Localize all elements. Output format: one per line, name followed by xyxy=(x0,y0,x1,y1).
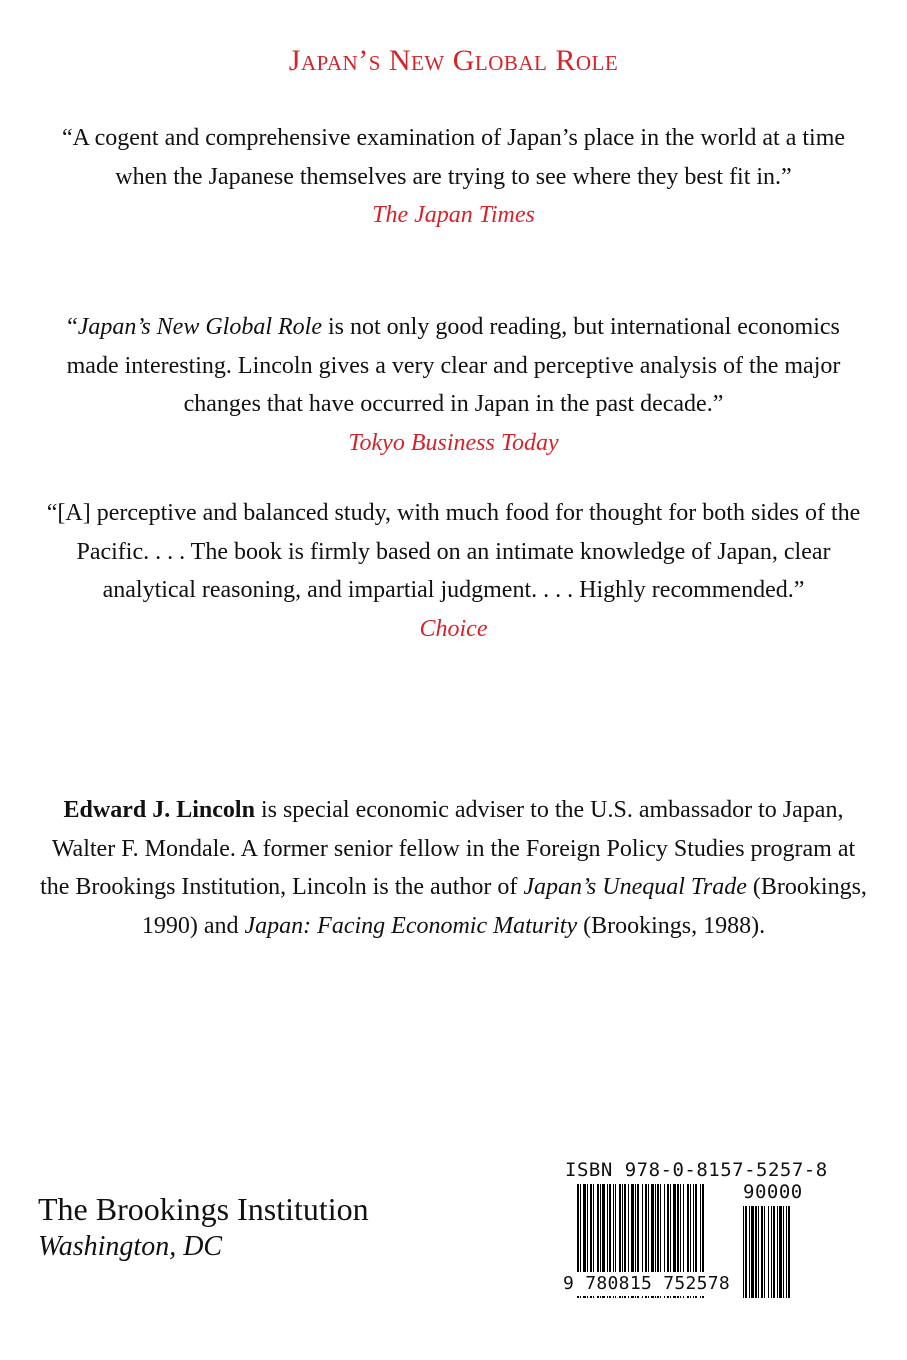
review-quote-3 xyxy=(40,494,867,648)
quote-text: “A cogent and comprehensive examination of Japan’s place in the world at a time when the Japanese themselves are trying to see where they best fit in.” xyxy=(61,125,846,190)
publisher-name: The Brookings Institution xyxy=(38,1191,369,1227)
book-title: Japan’s New Global Role xyxy=(288,44,619,77)
bio-text-3: (Brookings, 1988). xyxy=(577,912,766,939)
review-quote-1 xyxy=(40,119,867,235)
quote-open-mark: “ xyxy=(67,314,78,340)
author-name: Edward J. Lincoln xyxy=(63,797,255,823)
publisher-block xyxy=(38,1190,369,1266)
barcode-bar xyxy=(788,1206,790,1298)
author-bio xyxy=(36,791,871,945)
bio-text-2: (Brookings, 1990) and xyxy=(141,874,867,939)
bio-book-1: Japan’s Unequal Trade xyxy=(523,874,747,900)
bio-book-2: Japan: Facing Economic Maturity xyxy=(244,912,578,939)
barcode-bars-addon xyxy=(743,1206,819,1298)
quote-source: The Japan Times xyxy=(372,202,535,228)
isbn-label: ISBN 978-0-8157-5257-8 xyxy=(565,1159,828,1181)
quote-book-title: Japan’s New Global Role xyxy=(77,314,322,340)
bio-text-1: is special economic adviser to the U.S. ambassador to Japan, Walter F. Mondale. A former senior fellow in the Foreign Policy Studies program at the Brookings Institution, Lincoln is the author of xyxy=(40,797,856,900)
quote-text: is not only good reading, but international economics made interesting. Lincoln gives a very clear and perceptive analysis of the major changes that have occurred in Japan in the past decade.” xyxy=(66,314,841,417)
publisher-city: Washington, DC xyxy=(38,1231,223,1262)
review-quote-2 xyxy=(40,308,867,462)
price-code: 90000 xyxy=(743,1181,803,1203)
barcode-digits: 9 780815 752578 xyxy=(563,1273,731,1294)
quote-source: Choice xyxy=(419,615,488,642)
quote-source: Tokyo Business Today xyxy=(348,429,559,456)
isbn-barcode xyxy=(563,1158,828,1304)
quote-text: “[A] perceptive and balanced study, with much food for thought for both sides of the Pacific. . . . The book is firmly based on an intimate knowledge of Japan, clear analytical reasoning, and impartial judgment. . . . Highly recommended.” xyxy=(46,500,861,603)
